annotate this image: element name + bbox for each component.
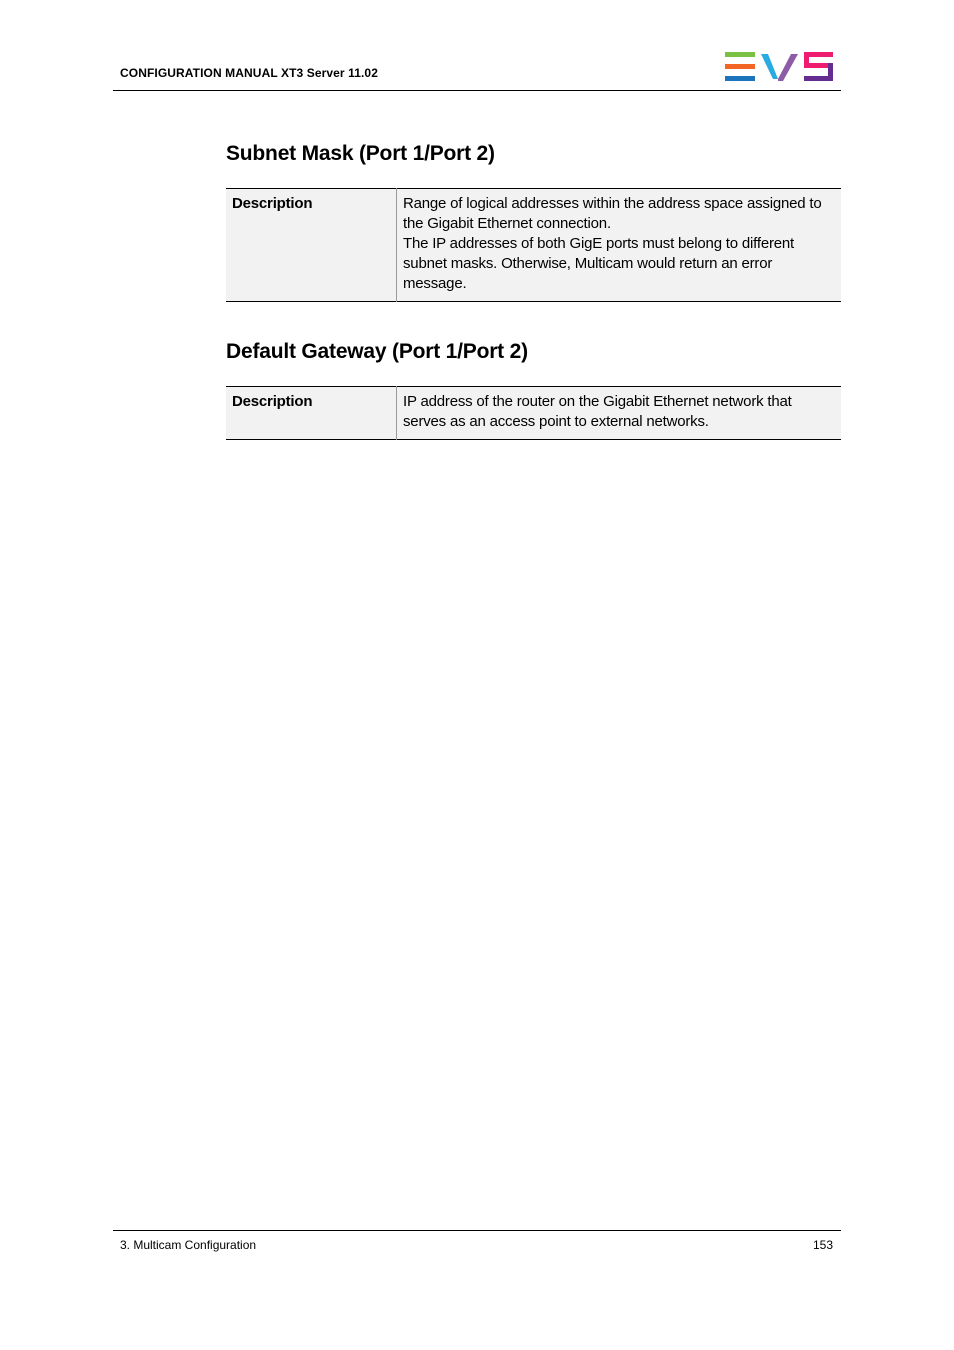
footer-chapter: 3. Multicam Configuration bbox=[120, 1238, 257, 1252]
section-title: Subnet Mask (Port 1/Port 2) bbox=[226, 142, 495, 165]
section-title: Default Gateway (Port 1/Port 2) bbox=[226, 340, 528, 363]
section-default-gateway bbox=[226, 340, 841, 440]
section-subnet-mask bbox=[226, 142, 841, 302]
table-row bbox=[226, 387, 841, 440]
row-value bbox=[397, 189, 842, 302]
row-value bbox=[397, 387, 842, 440]
footer-divider bbox=[113, 1230, 841, 1231]
header-divider bbox=[113, 90, 841, 91]
page-number: 153 bbox=[812, 1238, 833, 1252]
row-label: Description bbox=[226, 189, 397, 302]
table-row bbox=[226, 189, 841, 302]
row-label: Description bbox=[226, 387, 397, 440]
property-table bbox=[226, 386, 841, 440]
value-paragraph: The IP addresses of both GigE ports must belong to different subnet masks. Otherwise, Multicam would return an error message. bbox=[403, 235, 795, 292]
document-title: CONFIGURATION MANUAL XT3 Server 11.02 bbox=[120, 66, 378, 80]
value-paragraph: IP address of the router on the Gigabit Ethernet network that serves as an access point to external networks. bbox=[403, 393, 792, 430]
evs-logo-icon bbox=[725, 52, 835, 82]
property-table bbox=[226, 188, 841, 302]
value-paragraph: Range of logical addresses within the address space assigned to the Gigabit Ethernet connection. bbox=[403, 195, 822, 232]
